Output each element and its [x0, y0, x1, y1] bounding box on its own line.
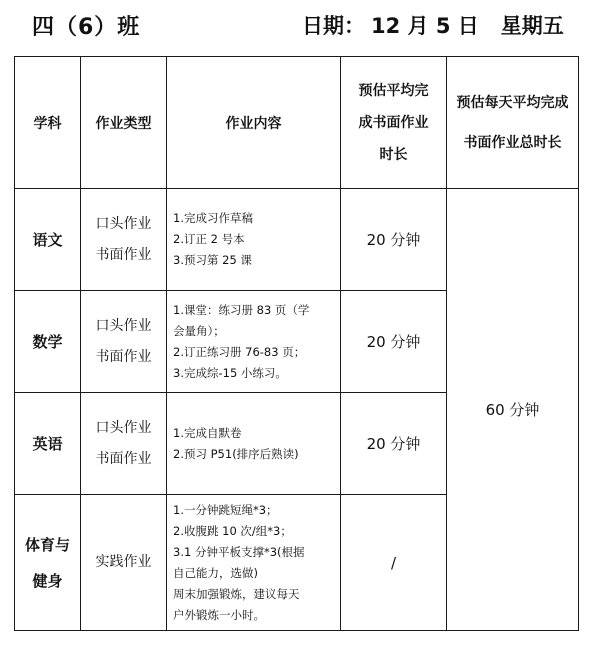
content-line: 会量角）；	[173, 323, 225, 338]
content-line: 1.课堂：练习册 83 页（学	[173, 302, 310, 317]
col-header-total	[447, 57, 579, 189]
type-label: 口头作业	[95, 419, 152, 436]
col-header-time-line: 时长	[379, 146, 408, 163]
total-time-cell: 60 分钟	[447, 189, 579, 631]
page-header	[0, 8, 592, 42]
content-line: 1.完成自默卷	[173, 425, 242, 440]
content-line: 2.订正 2 号本	[173, 232, 245, 246]
subject-cell	[15, 189, 81, 291]
subject-label: 数学	[32, 333, 63, 351]
content-cell	[167, 393, 341, 495]
col-header-time	[341, 57, 447, 189]
type-label: 书面作业	[95, 348, 152, 365]
subject-label: 语文	[32, 231, 63, 249]
subject-label: 健身	[32, 571, 63, 590]
time-cell: 20 分钟	[341, 393, 447, 495]
class-name: 四（6）班	[32, 15, 141, 40]
weekday: 星期五	[500, 14, 564, 38]
type-cell	[81, 189, 167, 291]
subject-label: 英语	[32, 435, 63, 453]
type-cell	[81, 393, 167, 495]
col-header-time-line: 成书面作业	[358, 114, 429, 131]
subject-cell	[15, 495, 81, 631]
type-label: 书面作业	[95, 246, 152, 263]
col-header-content: 作业内容	[167, 57, 341, 189]
date-line	[302, 10, 564, 40]
content-line: 自己能力，选做)	[173, 565, 258, 580]
col-header-total-line: 书面作业总时长	[463, 134, 562, 151]
type-label: 书面作业	[95, 450, 152, 467]
content-line: 2.订正练习册 76-83 页；	[173, 344, 306, 359]
col-header-total-line: 预估每天平均完成	[456, 94, 569, 111]
subject-cell	[15, 393, 81, 495]
date-value: 12 月 5 日	[371, 14, 479, 38]
content-line: 3.1 分钟平板支撑*3(根据	[173, 544, 305, 559]
type-label: 口头作业	[95, 215, 152, 232]
time-cell: /	[341, 495, 447, 631]
type-label: 实践作业	[95, 554, 152, 570]
content-line: 1.一分钟跳短绳*3；	[173, 502, 278, 517]
time-cell: 20 分钟	[341, 291, 447, 393]
subject-label: 体育与	[24, 535, 70, 554]
content-line: 2.收腹跳 10 次/组*3；	[173, 523, 292, 538]
subject-cell	[15, 291, 81, 393]
table-row-chinese	[15, 189, 579, 291]
type-label: 口头作业	[95, 317, 152, 334]
homework-table	[14, 56, 579, 631]
content-line: 3.预习第 25 课	[173, 253, 252, 267]
col-header-type: 作业类型	[81, 57, 167, 189]
content-cell	[167, 291, 341, 393]
col-header-subject: 学科	[15, 57, 81, 189]
col-header-time-line: 预估平均完	[358, 82, 429, 99]
content-cell	[167, 189, 341, 291]
table-header-row	[15, 57, 579, 189]
content-line: 2.预习 P51(排序后熟读)	[173, 446, 299, 461]
type-cell	[81, 495, 167, 631]
content-cell	[167, 495, 341, 631]
content-line: 户外锻炼一小时。	[173, 607, 265, 622]
type-cell	[81, 291, 167, 393]
date-label: 日期：	[302, 14, 365, 38]
content-line: 周末加强锻炼，建议每天	[173, 586, 300, 601]
time-cell: 20 分钟	[341, 189, 447, 291]
content-line: 3.完成综-15 小练习。	[173, 365, 287, 380]
content-line: 1.完成习作草稿	[173, 211, 253, 225]
